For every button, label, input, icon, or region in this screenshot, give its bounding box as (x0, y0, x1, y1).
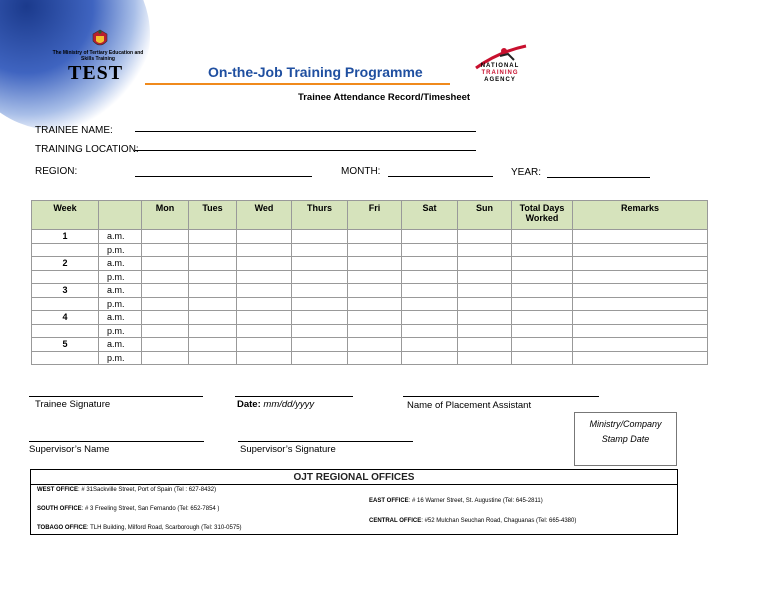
sat-cell[interactable] (402, 243, 458, 257)
thurs-cell[interactable] (292, 243, 348, 257)
header-sat: Sat (402, 201, 458, 230)
mon-cell[interactable] (142, 230, 189, 244)
period-cell: a.m. (99, 338, 142, 352)
fri-cell[interactable] (348, 324, 402, 338)
nta-word-agency: AGENCY (484, 77, 516, 83)
total-days-cell[interactable] (512, 351, 573, 365)
west-office-text: : # 31Sackville Street, Port of Spain (Tel : 627-8432) (78, 487, 217, 493)
wed-cell[interactable] (237, 351, 292, 365)
fri-cell[interactable] (348, 338, 402, 352)
region-label: REGION: (35, 166, 78, 177)
week-number-cell: 3 (32, 284, 99, 298)
fri-cell[interactable] (348, 297, 402, 311)
mon-cell[interactable] (142, 324, 189, 338)
mon-cell[interactable] (142, 351, 189, 365)
total-days-cell[interactable] (512, 243, 573, 257)
thurs-cell[interactable] (292, 351, 348, 365)
date-label-group (237, 399, 314, 410)
thurs-cell[interactable] (292, 324, 348, 338)
tues-cell[interactable] (189, 270, 237, 284)
nta-word-training: TRAINING (481, 70, 519, 76)
tues-cell[interactable] (189, 338, 237, 352)
sun-cell[interactable] (458, 351, 512, 365)
sun-cell[interactable] (458, 257, 512, 271)
sat-cell[interactable] (402, 230, 458, 244)
orange-rule (145, 83, 450, 85)
thurs-cell[interactable] (292, 297, 348, 311)
mon-cell[interactable] (142, 270, 189, 284)
central-office-label: CENTRAL OFFICE (369, 518, 422, 524)
sun-cell[interactable] (458, 338, 512, 352)
table-row (32, 297, 708, 311)
mon-cell[interactable] (142, 257, 189, 271)
nta-word-national: NATIONAL (480, 63, 520, 69)
thurs-cell[interactable] (292, 270, 348, 284)
trainee-signature-line[interactable] (29, 396, 203, 397)
week-number-cell (32, 243, 99, 257)
total-days-cell[interactable] (512, 311, 573, 325)
sat-cell[interactable] (402, 311, 458, 325)
thurs-cell[interactable] (292, 257, 348, 271)
remarks-cell[interactable] (573, 270, 708, 284)
tobago-office (37, 525, 242, 531)
fri-cell[interactable] (348, 230, 402, 244)
wed-cell[interactable] (237, 324, 292, 338)
training-location-label: TRAINING LOCATION: (35, 144, 139, 155)
header-total-days: Total Days Worked (512, 201, 573, 230)
total-days-cell[interactable] (512, 338, 573, 352)
supervisor-signature-label: Supervisor’s Signature (240, 444, 336, 455)
sun-cell[interactable] (458, 230, 512, 244)
table-row (32, 351, 708, 365)
wed-cell[interactable] (237, 257, 292, 271)
coat-of-arms-icon (89, 28, 111, 50)
tues-cell[interactable] (189, 243, 237, 257)
table-row (32, 257, 708, 271)
wed-cell[interactable] (237, 297, 292, 311)
period-cell: p.m. (99, 243, 142, 257)
tues-cell[interactable] (189, 284, 237, 298)
sat-cell[interactable] (402, 324, 458, 338)
remarks-cell[interactable] (573, 297, 708, 311)
wed-cell[interactable] (237, 243, 292, 257)
sat-cell[interactable] (402, 257, 458, 271)
remarks-cell[interactable] (573, 338, 708, 352)
table-row (32, 338, 708, 352)
sun-cell[interactable] (458, 284, 512, 298)
header-mon: Mon (142, 201, 189, 230)
header-wed: Wed (237, 201, 292, 230)
remarks-cell[interactable] (573, 230, 708, 244)
period-cell: a.m. (99, 311, 142, 325)
south-office (37, 506, 219, 512)
week-number-cell (32, 297, 99, 311)
trainee-name-label: TRAINEE NAME: (35, 125, 113, 136)
remarks-cell[interactable] (573, 311, 708, 325)
table-row (32, 284, 708, 298)
date-line[interactable] (235, 396, 353, 397)
total-days-cell[interactable] (512, 324, 573, 338)
trainee-signature-label: Trainee Signature (35, 399, 111, 410)
total-days-cell[interactable] (512, 257, 573, 271)
offices-title: OJT REGIONAL OFFICES (293, 472, 415, 483)
remarks-cell[interactable] (573, 324, 708, 338)
fri-cell[interactable] (348, 243, 402, 257)
tobago-office-text: : TLH Building, Milford Road, Scarborough (Tel: 310-0575) (86, 525, 242, 531)
document-title: Trainee Attendance Record/Timesheet (297, 92, 471, 103)
east-office (369, 498, 543, 504)
total-days-cell[interactable] (512, 297, 573, 311)
tues-cell[interactable] (189, 324, 237, 338)
placement-assistant-label: Name of Placement Assistant (407, 400, 532, 411)
fri-cell[interactable] (348, 351, 402, 365)
remarks-cell[interactable] (573, 284, 708, 298)
south-office-label: SOUTH OFFICE (37, 506, 82, 512)
fri-cell[interactable] (348, 270, 402, 284)
thurs-cell[interactable] (292, 338, 348, 352)
mon-cell[interactable] (142, 338, 189, 352)
placement-assistant-line[interactable] (403, 396, 599, 397)
table-row (32, 311, 708, 325)
period-cell: p.m. (99, 297, 142, 311)
test-logo: TEST (68, 62, 124, 84)
tues-cell[interactable] (189, 351, 237, 365)
mon-cell[interactable] (142, 297, 189, 311)
mon-cell[interactable] (142, 311, 189, 325)
sat-cell[interactable] (402, 270, 458, 284)
header-fri: Fri (348, 201, 402, 230)
sun-cell[interactable] (458, 243, 512, 257)
wed-cell[interactable] (237, 338, 292, 352)
month-field[interactable] (388, 176, 493, 177)
remarks-cell[interactable] (573, 257, 708, 271)
west-office (37, 487, 216, 493)
mon-cell[interactable] (142, 243, 189, 257)
sun-cell[interactable] (458, 270, 512, 284)
tobago-office-label: TOBAGO OFFICE (37, 525, 87, 531)
south-office-text: : # 3 Freeling Street, San Fernando (Tel: 652-7854 ) (81, 506, 220, 512)
fri-cell[interactable] (348, 311, 402, 325)
period-cell: a.m. (99, 284, 142, 298)
nta-logo-text (470, 63, 530, 84)
week-number-cell: 5 (32, 338, 99, 352)
thurs-cell[interactable] (292, 230, 348, 244)
east-office-text: : # 16 Warner Street, St. Augustine (Tel: 645-2811) (408, 498, 543, 504)
table-header-row (32, 201, 708, 230)
ministry-name: The Ministry of Tertiary Education and Skills Training (52, 50, 144, 62)
period-cell: a.m. (99, 257, 142, 271)
wed-cell[interactable] (237, 270, 292, 284)
sat-cell[interactable] (402, 338, 458, 352)
training-location-field[interactable] (135, 150, 476, 151)
central-office-text: : #52 Mulchan Seuchan Road, Chaguanas (Tel: 665-4380) (421, 518, 577, 524)
fri-cell[interactable] (348, 257, 402, 271)
trainee-name-field[interactable] (135, 131, 476, 132)
total-days-cell[interactable] (512, 270, 573, 284)
header-thurs: Thurs (292, 201, 348, 230)
tues-cell[interactable] (189, 230, 237, 244)
period-cell: a.m. (99, 230, 142, 244)
regional-offices-box (30, 469, 678, 535)
thurs-cell[interactable] (292, 311, 348, 325)
remarks-cell[interactable] (573, 243, 708, 257)
table-row (32, 243, 708, 257)
programme-title: On-the-Job Training Programme (208, 64, 423, 80)
offices-divider (31, 484, 677, 485)
header-week: Week (32, 201, 99, 230)
total-days-cell[interactable] (512, 230, 573, 244)
central-office (369, 518, 576, 524)
attendance-table (31, 200, 708, 365)
supervisor-signature-line[interactable] (238, 441, 413, 442)
mon-cell[interactable] (142, 284, 189, 298)
week-number-cell: 4 (32, 311, 99, 325)
supervisor-name-line[interactable] (29, 441, 204, 442)
header-period (99, 201, 142, 230)
date-label: Date: (237, 399, 261, 410)
sun-cell[interactable] (458, 324, 512, 338)
tues-cell[interactable] (189, 311, 237, 325)
table-row (32, 324, 708, 338)
period-cell: p.m. (99, 324, 142, 338)
date-format: mm/dd/yyyy (263, 399, 315, 410)
week-number-cell (32, 324, 99, 338)
thurs-cell[interactable] (292, 284, 348, 298)
east-office-label: EAST OFFICE (369, 498, 409, 504)
week-number-cell: 1 (32, 230, 99, 244)
region-field[interactable] (135, 176, 312, 177)
stamp-box (574, 412, 677, 466)
year-field[interactable] (547, 177, 650, 178)
week-number-cell: 2 (32, 257, 99, 271)
table-row (32, 230, 708, 244)
week-number-cell (32, 351, 99, 365)
year-label: YEAR: (511, 167, 542, 178)
stamp-line-2: Stamp Date (601, 434, 650, 444)
fri-cell[interactable] (348, 284, 402, 298)
stamp-line-1: Ministry/Company (589, 419, 662, 429)
period-cell: p.m. (99, 351, 142, 365)
month-label: MONTH: (341, 166, 381, 177)
tues-cell[interactable] (189, 297, 237, 311)
wed-cell[interactable] (237, 230, 292, 244)
header-sun: Sun (458, 201, 512, 230)
wed-cell[interactable] (237, 311, 292, 325)
sun-cell[interactable] (458, 311, 512, 325)
sat-cell[interactable] (402, 284, 458, 298)
sat-cell[interactable] (402, 297, 458, 311)
supervisor-name-label: Supervisor’s Name (29, 444, 110, 455)
week-number-cell (32, 270, 99, 284)
tues-cell[interactable] (189, 257, 237, 271)
wed-cell[interactable] (237, 284, 292, 298)
header-remarks: Remarks (573, 201, 708, 230)
header-tues: Tues (189, 201, 237, 230)
sat-cell[interactable] (402, 351, 458, 365)
west-office-label: WEST OFFICE (37, 487, 78, 493)
total-days-cell[interactable] (512, 284, 573, 298)
remarks-cell[interactable] (573, 351, 708, 365)
table-row (32, 270, 708, 284)
sun-cell[interactable] (458, 297, 512, 311)
period-cell: p.m. (99, 270, 142, 284)
